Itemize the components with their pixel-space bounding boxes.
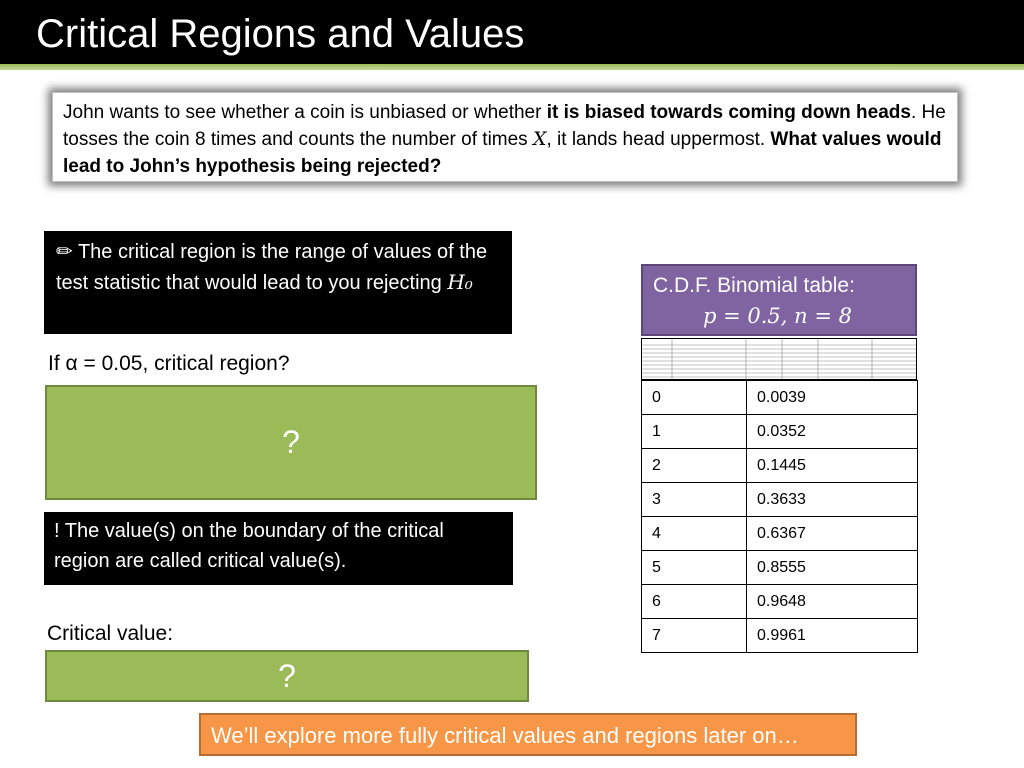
table-cell-probability: 0.0039 [747,381,918,415]
table-cell-probability: 0.3633 [747,483,918,517]
table-row [642,483,918,517]
question-bold-2: What values would lead to John’s hypothesis being rejected? [63,129,942,177]
table-row [642,415,918,449]
table-row [642,619,918,653]
critical-value-answer: ? [278,657,296,694]
critical-value-answer-box[interactable] [45,650,529,702]
table-cell-probability: 0.9648 [747,585,918,619]
note-box [44,512,513,585]
table-cell-probability: 0.0352 [747,415,918,449]
cdf-table-header [641,264,917,336]
slide-title: Critical Regions and Values [36,12,525,56]
table-cell-probability: 0.1445 [747,449,918,483]
table-cell-x: 1 [642,415,747,449]
alpha-prompt: If α = 0.05, critical region? [48,352,290,375]
h0-symbol: H₀ [447,270,473,294]
cdf-heading: C.D.F. Binomial table: [653,274,855,297]
table-cell-x: 7 [642,619,747,653]
table-cell-x: 6 [642,585,747,619]
mini-table-graphic [642,339,917,380]
question-variable: X [532,128,547,150]
table-cell-x: 3 [642,483,747,517]
question-text [53,93,957,186]
table-cell-probability: 0.8555 [747,551,918,585]
question-part-1: John wants to see whether a coin is unbiased or whether [63,102,547,123]
table-cell-x: 0 [642,381,747,415]
table-row [642,381,918,415]
critical-region-answer: ? [282,424,300,460]
question-box [52,92,958,182]
title-bar [0,0,1024,64]
table-cell-x: 4 [642,517,747,551]
mini-table-thumbnail [641,338,917,380]
critical-value-label: Critical value: [47,622,174,645]
question-part-3: , it lands head uppermost. [546,129,771,150]
critical-region-answer-box[interactable] [45,385,537,500]
question-part-2: . He tosses the coin 8 times and counts the number of times [63,102,946,150]
table-row [642,449,918,483]
table-cell-probability: 0.6367 [747,517,918,551]
table-cell-probability: 0.9961 [747,619,918,653]
title-divider [0,64,1024,70]
table-row [642,551,918,585]
table-row [642,585,918,619]
cdf-params: p = 0.5, n = 8 [703,304,852,328]
question-bold-1: it is biased towards coming down heads [546,102,911,123]
footer-banner: We’ll explore more fully critical values and regions later on… [199,713,857,756]
table-cell-x: 2 [642,449,747,483]
definition-text [44,231,512,304]
table-row [642,517,918,551]
table-cell-x: 5 [642,551,747,585]
definition-body: The critical region is the range of values of the test statistic that would lead to you rejecting [56,241,488,294]
cdf-table [641,380,918,653]
definition-box [44,231,512,334]
pencil-icon: ✏ [56,241,73,263]
note-text: ! The value(s) on the boundary of the critical region are called critical value(s). [54,520,444,572]
